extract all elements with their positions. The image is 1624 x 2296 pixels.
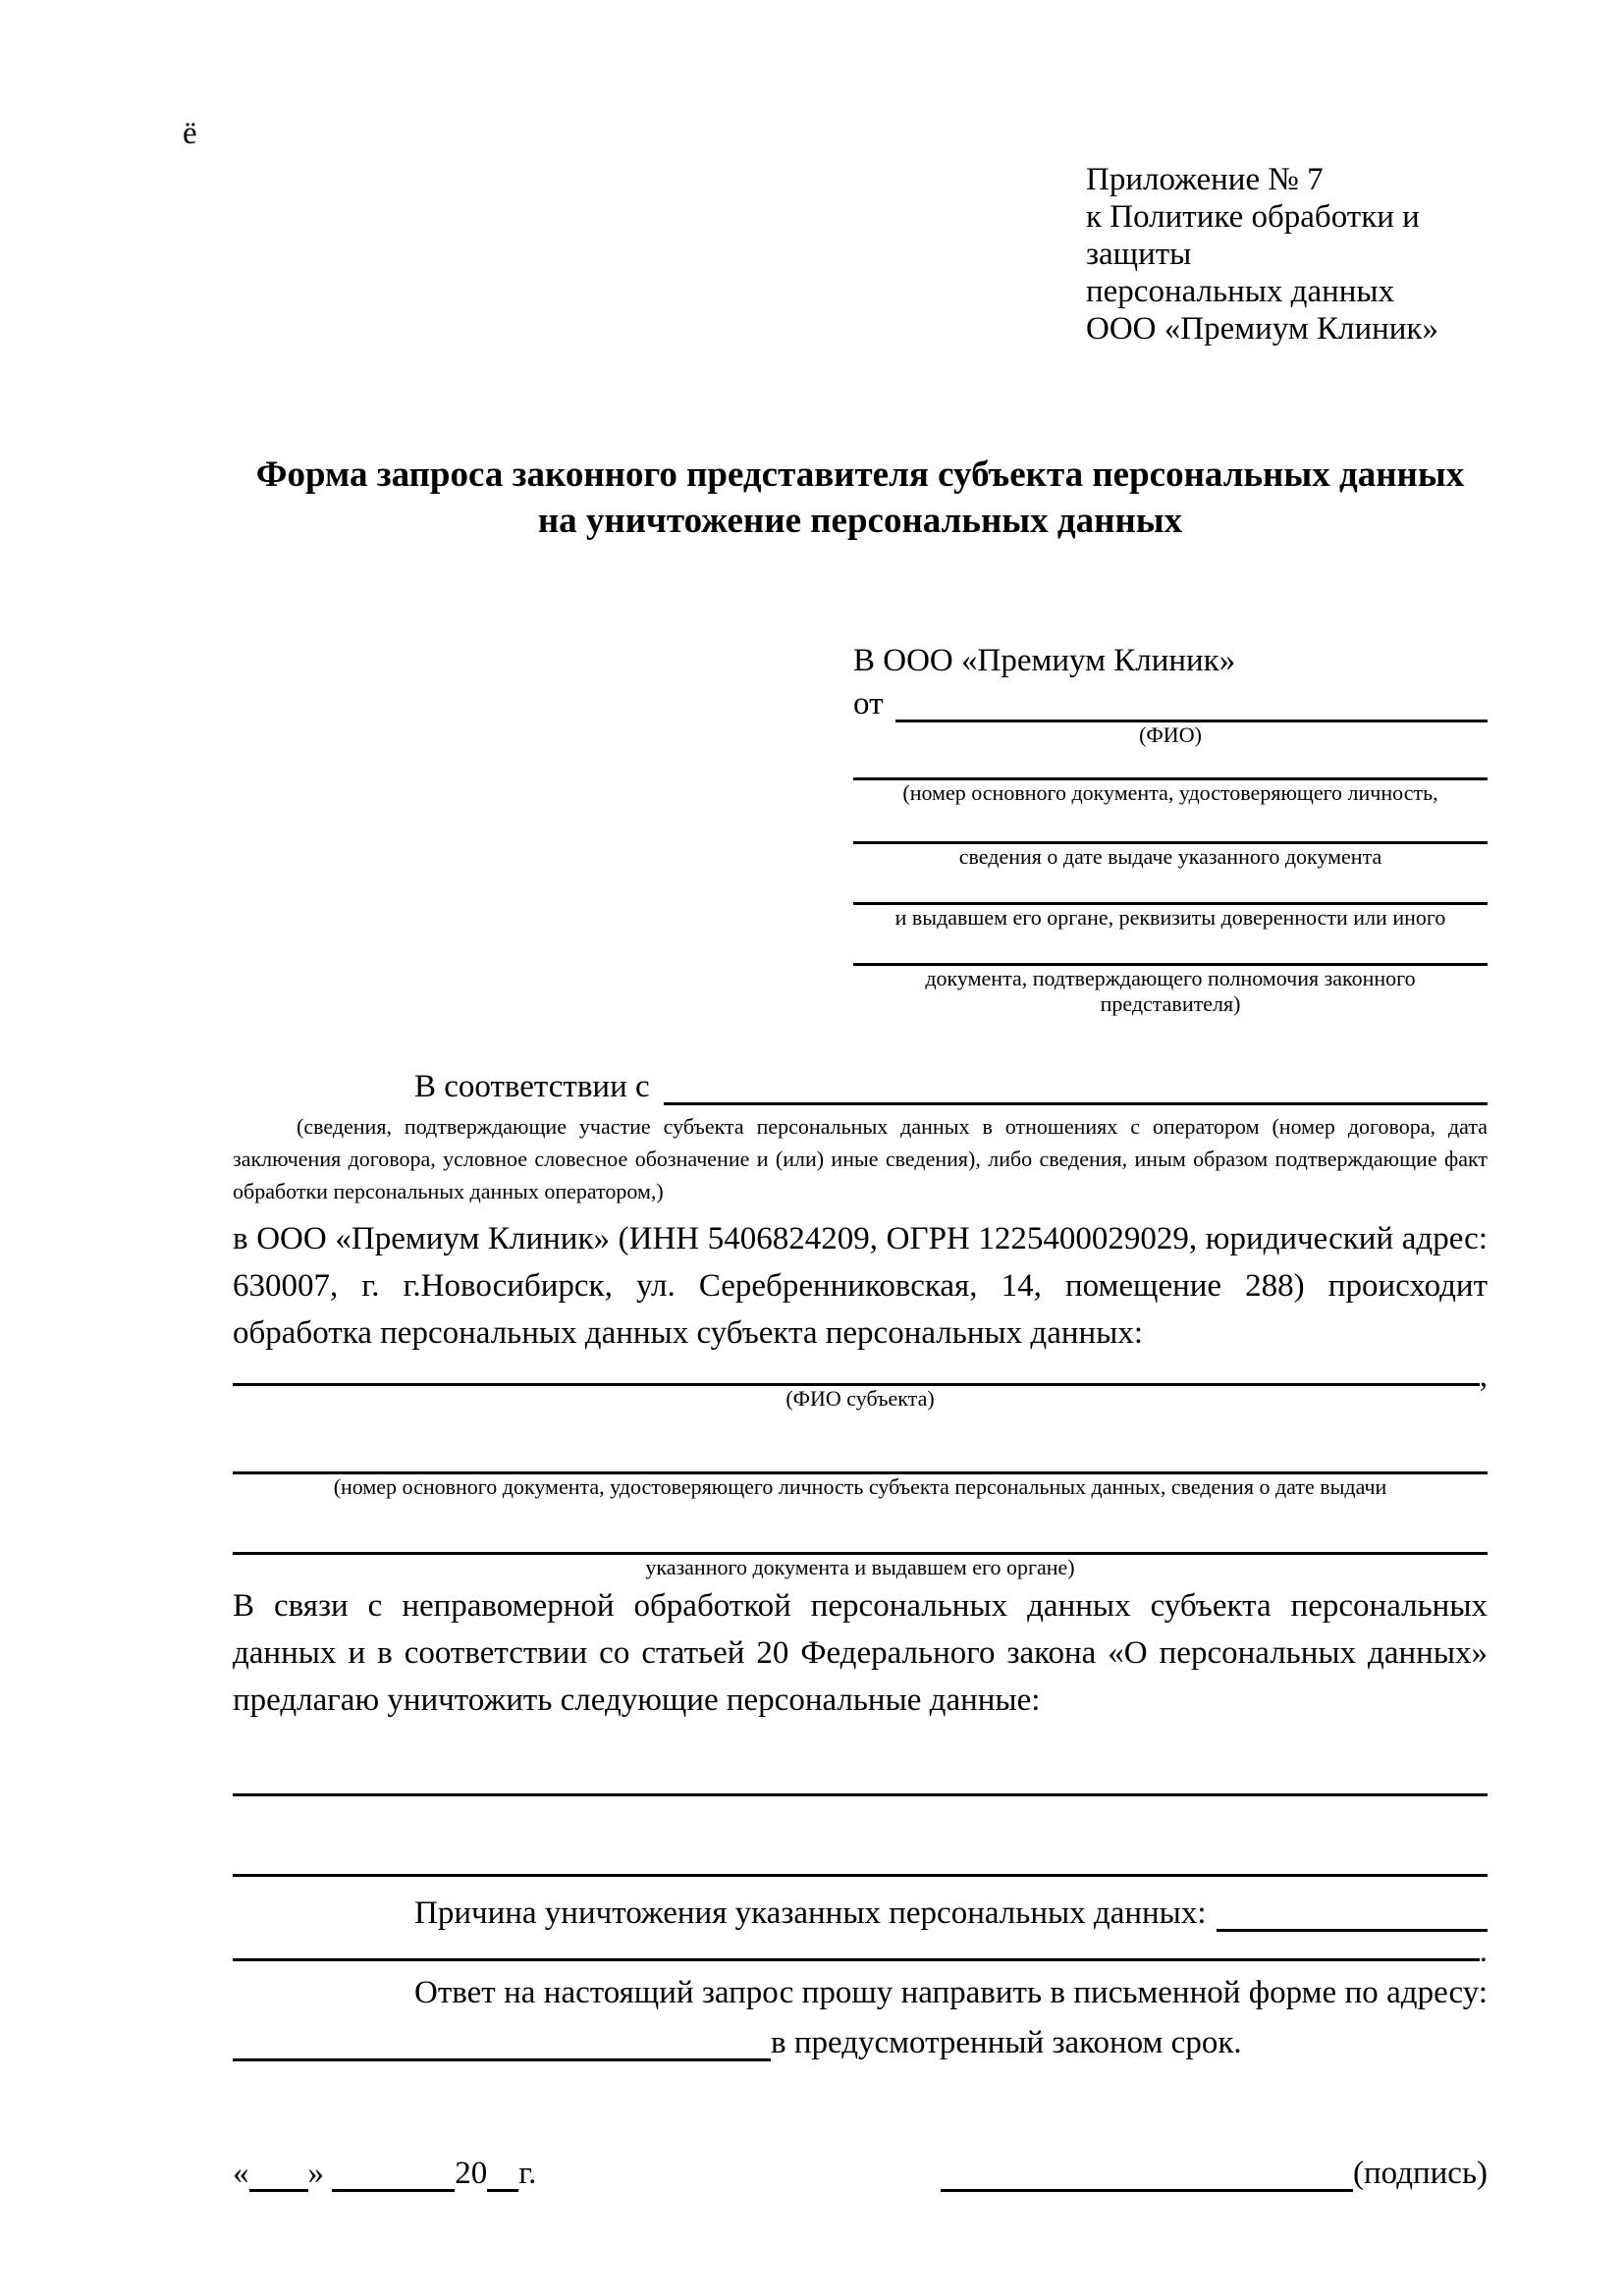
date-year-suffix: г.	[518, 2156, 537, 2191]
from-label: от	[853, 686, 884, 721]
addressee-to: В ООО «Премиум Клиник»	[853, 643, 1236, 678]
signature-caption: (подпись)	[1353, 2156, 1488, 2191]
reason-row	[233, 1887, 1488, 1932]
authority-caption: документа, подтверждающего полномочия законного представителя)	[925, 966, 1416, 1016]
appendix-line-4: ООО «Премиум Клиник»	[1086, 311, 1438, 347]
subject-fio-tail: ,	[1479, 1359, 1488, 1394]
reply-address-blank-line	[233, 2058, 771, 2061]
issuer-blank-line	[853, 870, 1488, 905]
subject-doc-row-2	[233, 1525, 1488, 1555]
subject-fio-caption: (ФИО субъекта)	[785, 1386, 935, 1411]
issue-date-caption: сведения о дате выдаче указанного документа	[958, 844, 1382, 869]
date-year-blank	[487, 2189, 518, 2192]
reply-paragraph: Ответ на настоящий запрос прошу направить в письменной форме по адресу:	[414, 1975, 1488, 2010]
reason-continuation-row	[233, 1932, 1488, 1969]
reply-address-row	[233, 2016, 1488, 2061]
doc-number-caption: (номер основного документа, удостоверяющего личность,	[902, 780, 1438, 805]
document-title-line-2: на уничтожение персональных данных	[537, 501, 1183, 541]
subject-doc-row	[233, 1445, 1488, 1474]
reply-tail-text: в предусмотренный законом срок.	[771, 2025, 1242, 2060]
date-month-blank	[332, 2189, 455, 2192]
stray-letter: ё	[183, 116, 197, 151]
authority-blank-line	[853, 931, 1488, 966]
issue-date-blank-line	[853, 806, 1488, 844]
doc-number-blank-line	[853, 748, 1488, 780]
signature-line	[941, 2156, 1488, 2192]
appendix-block	[1086, 161, 1488, 347]
demand-paragraph: В связи с неправомерной обработкой персональных данных субъекта персональных данных и в соответствии со статьей 20 Федерального закона «О персональных данных» предлагаю уничтожить следующие персональные данные:	[233, 1588, 1488, 1718]
accordance-blank-line	[664, 1102, 1488, 1105]
document-title	[233, 452, 1488, 544]
document-title-line-1: Форма запроса законного представителя субъекта персональных данных	[255, 454, 1465, 495]
addressee-block	[853, 640, 1488, 1017]
operator-paragraph: в ООО «Премиум Клиник» (ИНН 5406824209, ОГРН 1225400029029, юридический адрес: 630007, г. г.Новосибирск, ул. Серебренниковская, 14, помещение 288) происходит обработка персональных данных субъекта персональных данных:	[233, 1221, 1488, 1351]
reason-blank-line	[1217, 1929, 1488, 1932]
signature-blank-line	[941, 2189, 1353, 2192]
subject-fio-row	[233, 1357, 1488, 1394]
issuer-caption: и выдавшем его органе, реквизиты доверенности или иного	[894, 905, 1446, 930]
date-quote-close: »	[307, 2156, 333, 2191]
reason-continuation-line	[233, 1958, 1480, 1961]
accordance-lead: В соответствии с	[414, 1069, 650, 1104]
date-year-prefix: 20	[455, 2156, 488, 2191]
data-blank-line-2	[233, 1874, 1488, 1877]
date-quote-open: «	[233, 2156, 249, 2191]
footer-row	[233, 2156, 1488, 2192]
data-blank-line-1	[233, 1793, 1488, 1796]
date-line	[233, 2156, 536, 2192]
subject-doc-caption-top: (номер основного документа, удостоверяющего личность субъекта персональных данных, сведения о дате выдачи	[333, 1474, 1387, 1499]
addressee-from-row	[853, 681, 1488, 722]
reason-lead: Причина уничтожения указанных персональных данных:	[414, 1896, 1207, 1931]
subject-doc-caption-bottom: указанного документа и выдавшем его органе)	[645, 1555, 1075, 1579]
reason-line-tail: .	[1479, 1934, 1488, 1969]
appendix-line-2: к Политике обработки и защиты	[1086, 199, 1420, 272]
accordance-row	[233, 1062, 1488, 1105]
fio-caption: (ФИО)	[1139, 722, 1202, 747]
appendix-line-1: Приложение № 7	[1086, 162, 1324, 197]
date-day-blank	[249, 2189, 308, 2192]
appendix-line-3: персональных данных	[1086, 274, 1395, 309]
accordance-note: (сведения, подтверждающие участие субъекта персональных данных в отношениях с оператором (номер договора, дата заключения договора, условное словесное обозначение и (или) иные сведения), либо сведения, иным образом подтверждающие факт обработки персональных данных оператором,)	[233, 1114, 1488, 1203]
data-blank-row-2	[233, 1847, 1488, 1877]
data-blank-row-1	[233, 1767, 1488, 1796]
